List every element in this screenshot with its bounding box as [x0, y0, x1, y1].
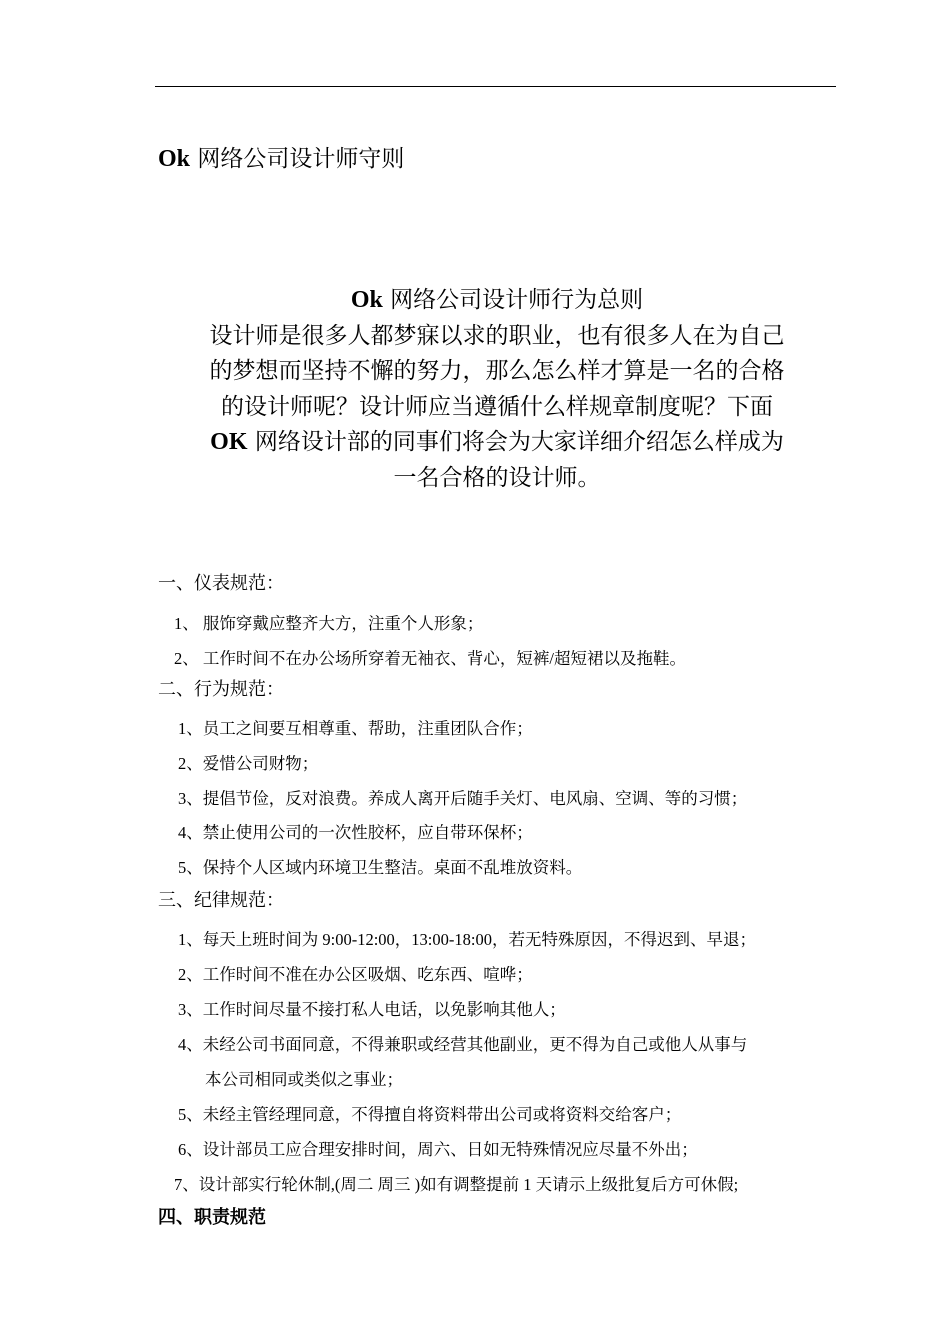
section-heading-discipline: 三、纪律规范：	[158, 890, 284, 911]
document-title	[158, 143, 404, 175]
list-item: 6、设计部员工应合理安排时间，周六、日如无特殊情况应尽量不外出；	[178, 1140, 698, 1159]
intro-block	[155, 283, 839, 496]
intro-line-3: 的设计师呢？设计师应当遵循什么样规章制度呢？下面	[221, 393, 773, 420]
header-rule	[155, 86, 836, 87]
intro-line-5: 一名合格的设计师。	[393, 464, 601, 491]
list-item: 3、工作时间尽量不接打私人电话，以免影响其他人；	[178, 1000, 566, 1019]
list-item: 2、爱惜公司财物；	[178, 754, 319, 773]
intro-line-4-text: 网络设计部的同事们将会为大家详细介绍怎么样成为	[247, 429, 784, 455]
intro-line-4-latin: OK	[210, 429, 248, 455]
section-heading-behavior: 二、行为规范：	[158, 679, 284, 700]
list-item: 2、工作时间不准在办公区吸烟、吃东西、喧哗；	[178, 965, 533, 984]
list-item: 1、 服饰穿戴应整齐大方，注重个人形象；	[174, 614, 484, 633]
intro-heading-text: 网络公司设计师行为总则	[382, 287, 644, 313]
intro-heading-latin: Ok	[350, 287, 383, 313]
list-item: 2、 工作时间不在办公场所穿着无袖衣、背心，短裤/超短裙以及拖鞋。	[174, 649, 686, 668]
list-item: 3、提倡节俭，反对浪费。养成人离开后随手关灯、电风扇、空调、等的习惯；	[178, 789, 748, 808]
list-item: 1、员工之间要互相尊重、帮助，注重团队合作；	[178, 719, 533, 738]
title-text: 网络公司设计师守则	[190, 146, 405, 172]
intro-line-2: 的梦想而坚持不懈的努力，那么怎么样才算是一名的合格	[209, 358, 785, 384]
section-heading-appearance: 一、仪表规范：	[158, 573, 284, 594]
list-item: 5、保持个人区域内环境卫生整洁。桌面不乱堆放资料。	[178, 858, 583, 877]
list-item: 7、设计部实行轮休制,(周二 周三 )如有调整提前 1 天请示上级批复后方可休假;	[174, 1175, 739, 1194]
intro-line-4	[155, 425, 839, 461]
list-item-continuation: 本公司相同或类似之事业；	[205, 1070, 403, 1089]
list-item: 5、未经主管经理同意，不得擅自将资料带出公司或将资料交给客户；	[178, 1105, 682, 1124]
title-latin: Ok	[158, 146, 191, 172]
list-item: 1、每天上班时间为 9:00-12:00，13:00-18:00，若无特殊原因，不得迟到、早退；	[178, 930, 756, 949]
list-item: 4、未经公司书面同意，不得兼职或经营其他副业，更不得为自己或他人从事与	[178, 1035, 748, 1054]
intro-heading	[155, 283, 839, 319]
list-item: 4、禁止使用公司的一次性胶杯，应自带环保杯；	[178, 823, 533, 842]
section-heading-duties: 四、职责规范	[158, 1207, 266, 1228]
intro-line-1: 设计师是很多人都梦寐以求的职业，也有很多人在为自己	[209, 322, 785, 349]
